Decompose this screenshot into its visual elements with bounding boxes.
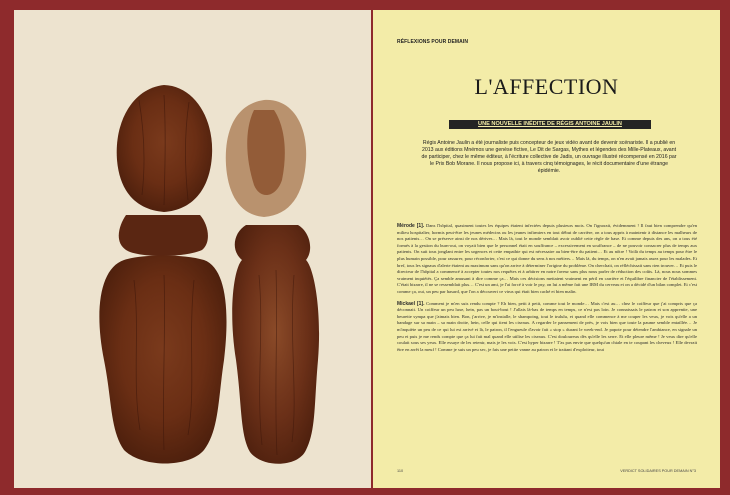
right-page xyxy=(373,10,720,488)
section-kicker: RÉFLEXIONS POUR DEMAIN xyxy=(397,39,469,45)
article-subtitle: UNE NOUVELLE INÉDITE DE RÉGIS ANTOINE JAULIN xyxy=(449,120,651,129)
article-title: L'AFFECTION xyxy=(474,74,619,99)
speaker-label: Mickael [1]. xyxy=(397,300,425,307)
speaker-label: Mérode [1]. xyxy=(397,223,425,229)
ink-blot-artwork xyxy=(14,10,371,488)
article-body xyxy=(397,223,697,460)
page-number: 110 xyxy=(397,469,404,473)
body-paragraph xyxy=(397,301,697,354)
running-footer: VERDICT SOLIDAIRES POUR DEMAIN N°3 xyxy=(620,469,696,473)
author-intro: Régis Antoine Jaulin a été journaliste puis concepteur de jeux vidéo avant de devenir scénariste. Il a publié en 2013 aux éditions Mnémos une genèse fictive, Le Dit de Sargas, Mythes et légendes des Mille-Plateaux, avant de participer, chez le même éditeur, à l'écriture collective de Jadis, un ouvrage illustré récompensé en 2016 par le Prix Bob Morane. Il nous propose ici, à travers cinq témoignages, le récit documentaire d'une étrange épidémie. xyxy=(421,140,677,174)
left-page xyxy=(14,10,371,488)
paragraph-text: Dans l'hôpital, quasiment toutes les équipes étaient infectées depuis plusieurs mois. On l'ignorait, évidemment ! Il faut bien comprendre qu'en milieu hospitalier, hormis peut-être les jeunes médecins ou les jeunes infirmiers en tout début de carrière, on a tous appris à maintenir à distance les malheurs de nos patients… On se préserve ainsi de nos dérives… Mais là, tout le monde semblait avoir oublié cette règle de base. Et comme depuis des ans, on a tous été formés à la gestion du burn-out, on voyait bien que le personnel était en souffrance – excessivement en souffrance – de ne pouvoir consacrer plus de temps aux patients. On suit tous jonglant entre les urgences et cette empathie qui est nécessaire au bien-être du patient… Et au nôtre ! Voilà du temps au temps pour être le plus humain possible, pour rassurer, pour réconforter, c'est ce qui donne du sens à nos métiers… Mais là, du temps, on n'en avait jamais assez pour les malades. Et bref, tous les signaux d'alerte étaient au maximum sans qu'on arrive à déterminer l'origine du problème. On cherchait, on réfléchissait sans rien trouver… Et puis le directeur de l'hôpital a commencé à accepter toutes nos requêtes et à arbitrer en notre faveur sans plus nous parler de réduction des coûts. Là, nous nous sommes vraiment inquiétés. Ça semble amusant à dire comme ça… Mais ces décisions mettaient vraiment en péril en carrière et l'équilibre financier de l'établissement. C'était bizarre, il ne se ressemblait plus… C'est un ami, je l'ai forcé à voir le psy, on lui a même fait une IRM du cerveau et on a décidé d'un bilan complet. Et c'est comme ça, oui, un peu par hasard, que l'on a découvert ce virus qui était bien caché et bien malin. xyxy=(397,223,697,294)
body-paragraph xyxy=(397,223,697,296)
paragraph-text: Comment je m'en suis rendu compte ? Eh bien, petit à petit, comme tout le monde… Mais c'est au… chez le coiffeur que j'ai compris que ça déconnait. Un coiffeur un peu luxe, hein, pas un bout-bout ! J'allais là-bas de temps en temps, ce n'est pas loin. Je connaissais le patron et son apprentie, une beurette sympa que j'aimais bien. Bon, j'arrive, je m'installe, le shampoing, tout le trululu, et quand elle commence à me couper les veux, je vois qu'elle a un bandage sur sa main – sa main droite, hein, celle qui tient les ciseaux. A regarder le pansement de près, je vois bien que toute la paume semble entaillée… Je m'inquiète un peu de ce qui lui est arrivé et là, le patron, il l'engueule d'avoir fait « stop » durant le week-end. Je papote pour détendre l'ambiance, en signale un peu et puis je me rends compte que ça lui fait mal quand elle utilise les ciseaux. C'est douloureux dès qu'elle les serre. Et elle pleure même ! Je veux dire qu'elle coulait sous ses yeux. Elle essaye de les retenir, mais je les vois. C'est hyper bizarre ! T'as pas envie que quelqu'un chiale en te coupant les cheveux ! Elle devrait être en arrêt la meuf ! Comme je suis un peu sec, je fais une petite vanne au patron et le traitant d'exploiteur, tout xyxy=(397,300,697,352)
